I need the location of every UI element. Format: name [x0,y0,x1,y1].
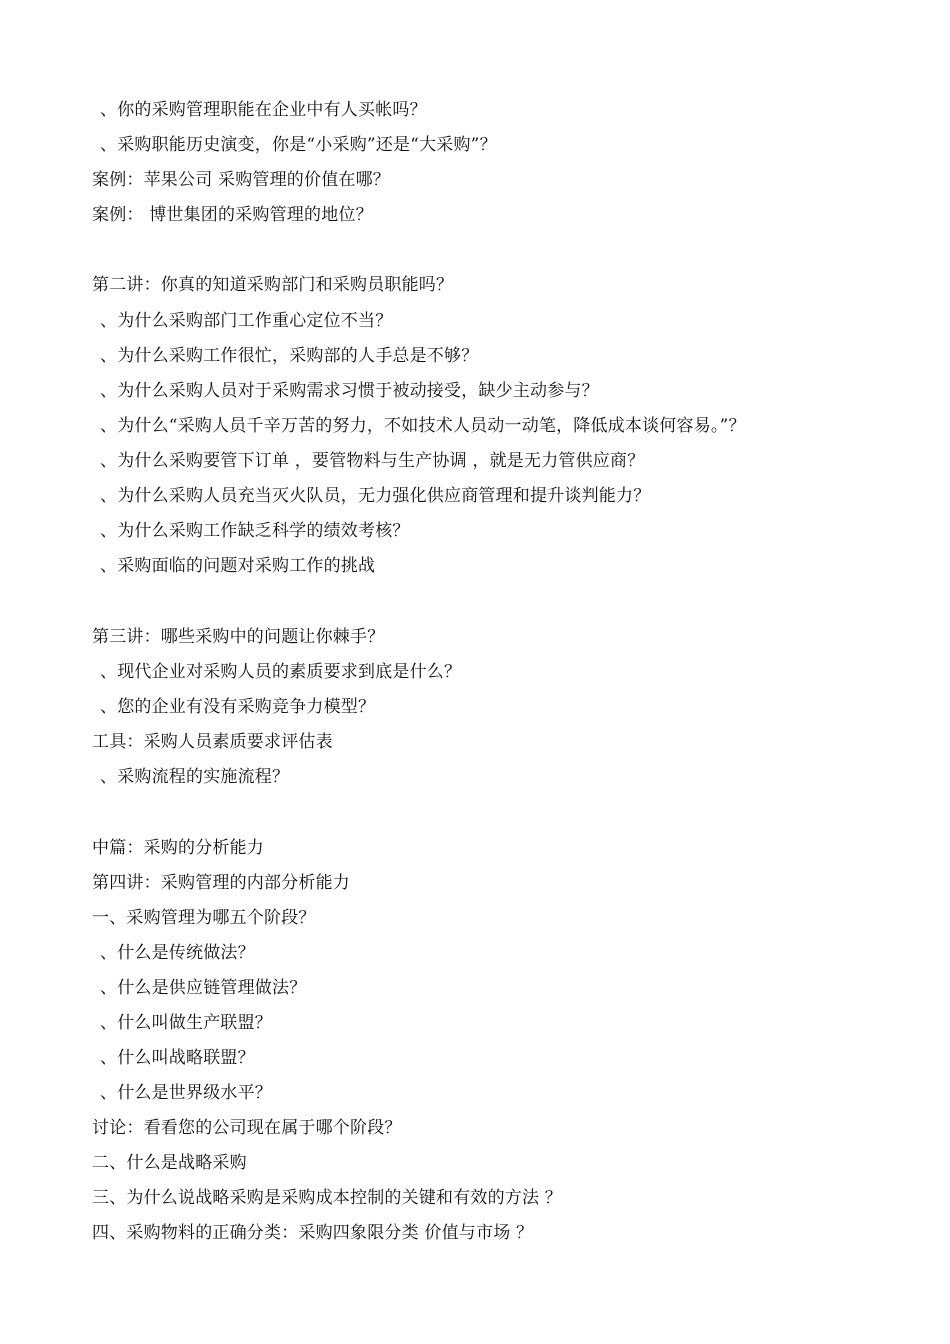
text-line: 一、采购管理为哪五个阶段？ [92,908,316,928]
text-line: 工具：采购人员素质要求评估表 [92,732,333,752]
text-line: 、什么是供应链管理做法？ [100,978,307,998]
text-line: 、为什么采购工作很忙，采购部的人手总是不够？ [100,346,479,366]
text-line: 、采购职能历史演变，你是“小采购”还是“大采购”？ [100,135,497,155]
text-line: 、什么叫战略联盟？ [100,1048,255,1068]
text-line: 案例： 博世集团的采购管理的地位？ [92,205,373,225]
section-heading: 中篇：采购的分析能力 [92,838,264,858]
text-line: 、什么叫做生产联盟？ [100,1013,272,1033]
text-line: 二、什么是战略采购 [92,1153,247,1173]
text-line: 、你的采购管理职能在企业中有人买帐吗？ [100,100,427,120]
text-line: 、采购流程的实施流程？ [100,767,290,787]
text-line: 、什么是传统做法？ [100,943,255,963]
text-line: 、为什么“采购人员千辛万苦的努力，不如技术人员动一动笔，降低成本谈何容易。”？ [100,416,746,436]
text-line: 、您的企业有没有采购竞争力模型？ [100,697,376,717]
section-heading: 第四讲：采购管理的内部分析能力 [92,873,350,893]
text-line: 、为什么采购人员对于采购需求习惯于被动接受，缺少主动参与？ [100,381,599,401]
text-line: 、为什么采购要管下订单 ，要管物料与生产协调 ，就是无力管供应商？ [100,451,645,471]
text-line: 、什么是世界级水平？ [100,1083,272,1103]
text-line: 、现代企业对采购人员的素质要求到底是什么？ [100,662,462,682]
text-line: 、为什么采购人员充当灭火队员，无力强化供应商管理和提升谈判能力？ [100,486,651,506]
text-line: 、为什么采购工作缺乏科学的绩效考核？ [100,521,410,541]
section-heading: 第二讲：你真的知道采购部门和采购员职能吗？ [92,275,454,295]
section-heading: 第三讲：哪些采购中的问题让你棘手？ [92,627,385,647]
text-line: 案例：苹果公司 采购管理的价值在哪？ [92,170,391,190]
text-line: 讨论：看看您的公司现在属于哪个阶段？ [92,1118,402,1138]
text-line: 四、采购物料的正确分类：采购四象限分类 价值与市场 ？ [92,1223,534,1243]
text-line: 三、为什么说战略采购是采购成本控制的关键和有效的方法 ？ [92,1188,563,1208]
text-line: 、采购面临的问题对采购工作的挑战 [100,556,376,576]
text-line: 、为什么采购部门工作重心定位不当？ [100,311,393,331]
